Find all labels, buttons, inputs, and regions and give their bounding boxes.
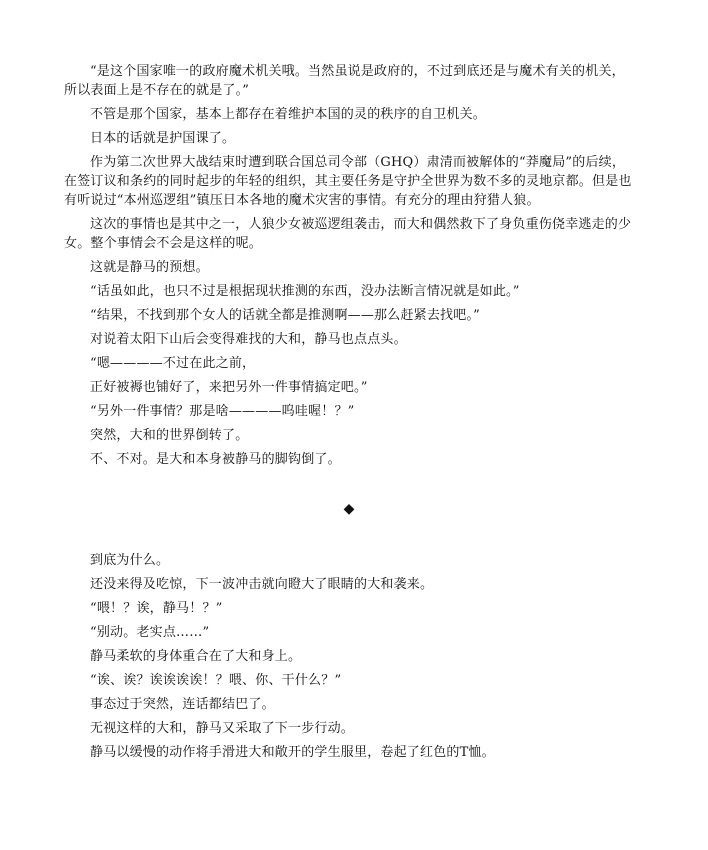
paragraph: 不、不对。是大和本身被静马的脚钩倒了。 — [90, 452, 341, 467]
paragraph: 这就是静马的预想。 — [90, 260, 209, 275]
paragraph: 静马柔软的身体重合在了大和身上。 — [90, 649, 302, 664]
paragraph: 正好被褥也铺好了，来把另外一件事情搞定吧。” — [90, 380, 368, 395]
paragraph: “喂！？诶，静马！？” — [90, 601, 223, 616]
paragraph: 对说着太阳下山后会变得难找的大和，静马也点点头。 — [90, 332, 407, 347]
section-divider — [64, 479, 634, 539]
diamond-divider-icon: ◆ — [343, 501, 355, 517]
paragraph: 事态过于突然，连话都结巴了。 — [90, 697, 275, 712]
paragraph: 到底为什么。 — [90, 553, 170, 568]
paragraph: 不管是那个国家，基本上都存在着维护本国的灵的秩序的自卫机关。 — [90, 107, 487, 122]
section-1 — [64, 62, 634, 469]
novel-page — [64, 62, 634, 767]
paragraph: “别动。老实点……” — [90, 625, 210, 640]
paragraph: “嗯————不过在此之前， — [90, 356, 256, 371]
paragraph: “诶、诶？诶诶诶诶！？喂、你、干什么？” — [90, 673, 342, 688]
section-2 — [64, 551, 634, 762]
paragraph: 突然，大和的世界倒转了。 — [90, 428, 249, 443]
paragraph: 这次的事情也是其中之一，人狼少女被巡逻组袭击，而大和偶然救下了身负重伤侥幸逃走的少女。整个事情会不会是这样的呢。 — [64, 217, 632, 251]
paragraph: 作为第二次世界大战结束时遭到联合国总司令部（GHQ）肃清而被解体的“莽魔局”的后续，在签订议和条约的同时起步的年轻的组织，其主要任务是守护全世界为数不多的灵地京都。但是也有听说过“本州巡逻组”镇压日本各地的魔术灾害的事情。有充分的理由狩猎人狼。 — [64, 155, 632, 208]
paragraph: “另外一件事情？那是啥————呜哇喔！？” — [90, 404, 355, 419]
paragraph: 静马以缓慢的动作将手滑进大和敞开的学生服里，卷起了红色的T恤。 — [90, 745, 495, 760]
paragraph: “话虽如此，也只不过是根据现状推测的东西，没办法断言情况就是如此。” — [90, 284, 520, 299]
paragraph: “是这个国家唯一的政府魔术机关哦。当然虽说是政府的，不过到底还是与魔术有关的机关，所以表面上是不存在的就是了。” — [64, 64, 625, 98]
paragraph: 无视这样的大和，静马又采取了下一步行动。 — [90, 721, 355, 736]
paragraph: “结果，不找到那个女人的话就全都是推测啊——那么赶紧去找吧。” — [90, 308, 480, 323]
paragraph: 日本的话就是护国课了。 — [90, 131, 236, 146]
paragraph: 还没来得及吃惊，下一波冲击就向瞪大了眼睛的大和袭来。 — [90, 577, 434, 592]
